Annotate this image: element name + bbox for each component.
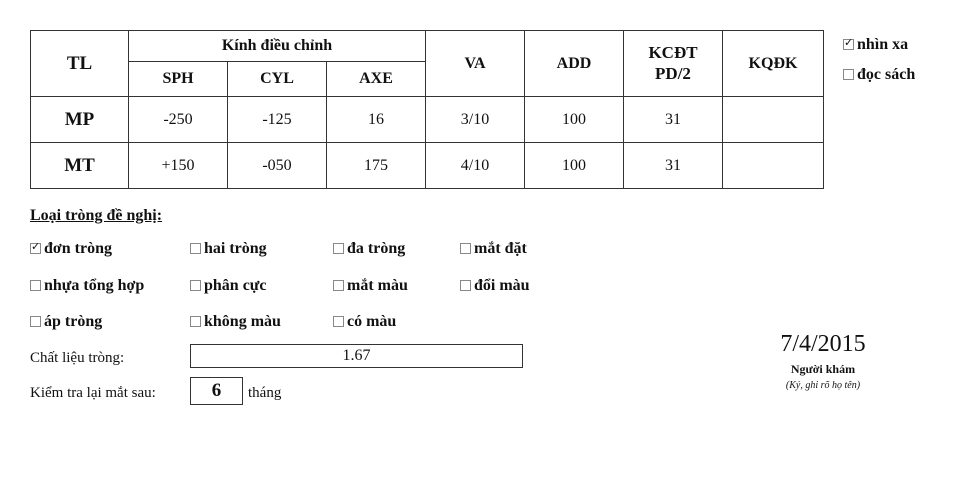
header-va: VA [426, 31, 525, 97]
checkbox[interactable] [460, 243, 471, 254]
lens-option-hai-trong[interactable] [190, 240, 267, 258]
lens-option-mat-dat[interactable] [460, 240, 527, 258]
option-label: nhìn xa [857, 36, 909, 53]
lens-option-phan-cuc[interactable] [190, 277, 267, 295]
table-row-mt [31, 143, 824, 189]
cell-kqdk [723, 97, 824, 143]
material-field[interactable]: 1.67 [190, 344, 523, 368]
header-kcdt-line1: KCĐT [648, 43, 698, 63]
checkbox[interactable] [190, 243, 201, 254]
recheck-label: Kiểm tra lại mắt sau: [30, 385, 156, 401]
lens-option-don-trong[interactable] [30, 240, 112, 258]
checkbox[interactable] [333, 280, 344, 291]
option-label: không màu [204, 313, 281, 330]
checkbox[interactable] [30, 243, 41, 254]
option-label: phân cực [204, 277, 267, 294]
cell-kcdt: 31 [624, 143, 723, 189]
lens-option-nhua-tong-hop[interactable] [30, 277, 144, 295]
lens-option-khong-mau[interactable] [190, 313, 281, 331]
header-correction-lens: Kính điều chỉnh [129, 31, 426, 62]
cell-axe: 175 [327, 143, 426, 189]
lens-option-mat-mau[interactable] [333, 277, 408, 295]
header-kcdt [624, 31, 723, 97]
option-doc-sach[interactable] [843, 66, 915, 84]
checkbox[interactable] [333, 243, 344, 254]
lens-section-title: Loại tròng đề nghị: [30, 207, 163, 224]
lens-option-ap-trong[interactable] [30, 313, 102, 331]
row-label: MP [31, 97, 129, 143]
option-label: có màu [347, 313, 397, 330]
header-cyl: CYL [228, 62, 327, 97]
header-kcdt-line2: PD/2 [655, 63, 691, 83]
header-kqdk: KQĐK [723, 31, 824, 97]
header-add: ADD [525, 31, 624, 97]
cell-axe: 16 [327, 97, 426, 143]
recheck-unit: tháng [248, 385, 282, 401]
checkbox[interactable] [843, 39, 854, 50]
option-label: đổi màu [474, 277, 530, 294]
option-label: nhựa tổng hợp [44, 277, 145, 294]
recheck-months-field[interactable]: 6 [190, 377, 243, 405]
option-label: mắt màu [347, 277, 408, 294]
row-label: MT [31, 143, 129, 189]
cell-add: 100 [525, 97, 624, 143]
lens-option-co-mau[interactable] [333, 313, 396, 331]
cell-va: 3/10 [426, 97, 525, 143]
checkbox[interactable] [190, 316, 201, 327]
table-row-mp [31, 97, 824, 143]
checkbox[interactable] [190, 280, 201, 291]
examiner-title: Người khám [790, 362, 856, 376]
material-label: Chất liệu tròng: [30, 350, 125, 366]
header-sph: SPH [129, 62, 228, 97]
cell-kcdt: 31 [624, 97, 723, 143]
option-label: đọc sách [857, 66, 916, 83]
prescription-table [30, 30, 824, 189]
checkbox[interactable] [333, 316, 344, 327]
cell-kqdk [723, 143, 824, 189]
option-label: hai tròng [204, 240, 267, 257]
header-axe: AXE [327, 62, 426, 97]
cell-add: 100 [525, 143, 624, 189]
cell-cyl: -050 [228, 143, 327, 189]
cell-cyl: -125 [228, 97, 327, 143]
checkbox[interactable] [30, 280, 41, 291]
checkbox[interactable] [843, 69, 854, 80]
option-nhin-xa[interactable] [843, 36, 908, 54]
cell-va: 4/10 [426, 143, 525, 189]
cell-sph: -250 [129, 97, 228, 143]
lens-option-doi-mau[interactable] [460, 277, 530, 295]
signature-note: (Ký, ghi rõ họ tên) [785, 380, 861, 391]
option-label: áp tròng [44, 313, 103, 330]
option-label: đơn tròng [44, 240, 112, 257]
checkbox[interactable] [30, 316, 41, 327]
checkbox[interactable] [460, 280, 471, 291]
cell-sph: +150 [129, 143, 228, 189]
option-label: mắt đặt [474, 240, 527, 257]
exam-date: 7/4/2015 [780, 331, 866, 357]
lens-option-da-trong[interactable] [333, 240, 405, 258]
option-label: đa tròng [347, 240, 406, 257]
header-tl: TL [31, 31, 129, 97]
